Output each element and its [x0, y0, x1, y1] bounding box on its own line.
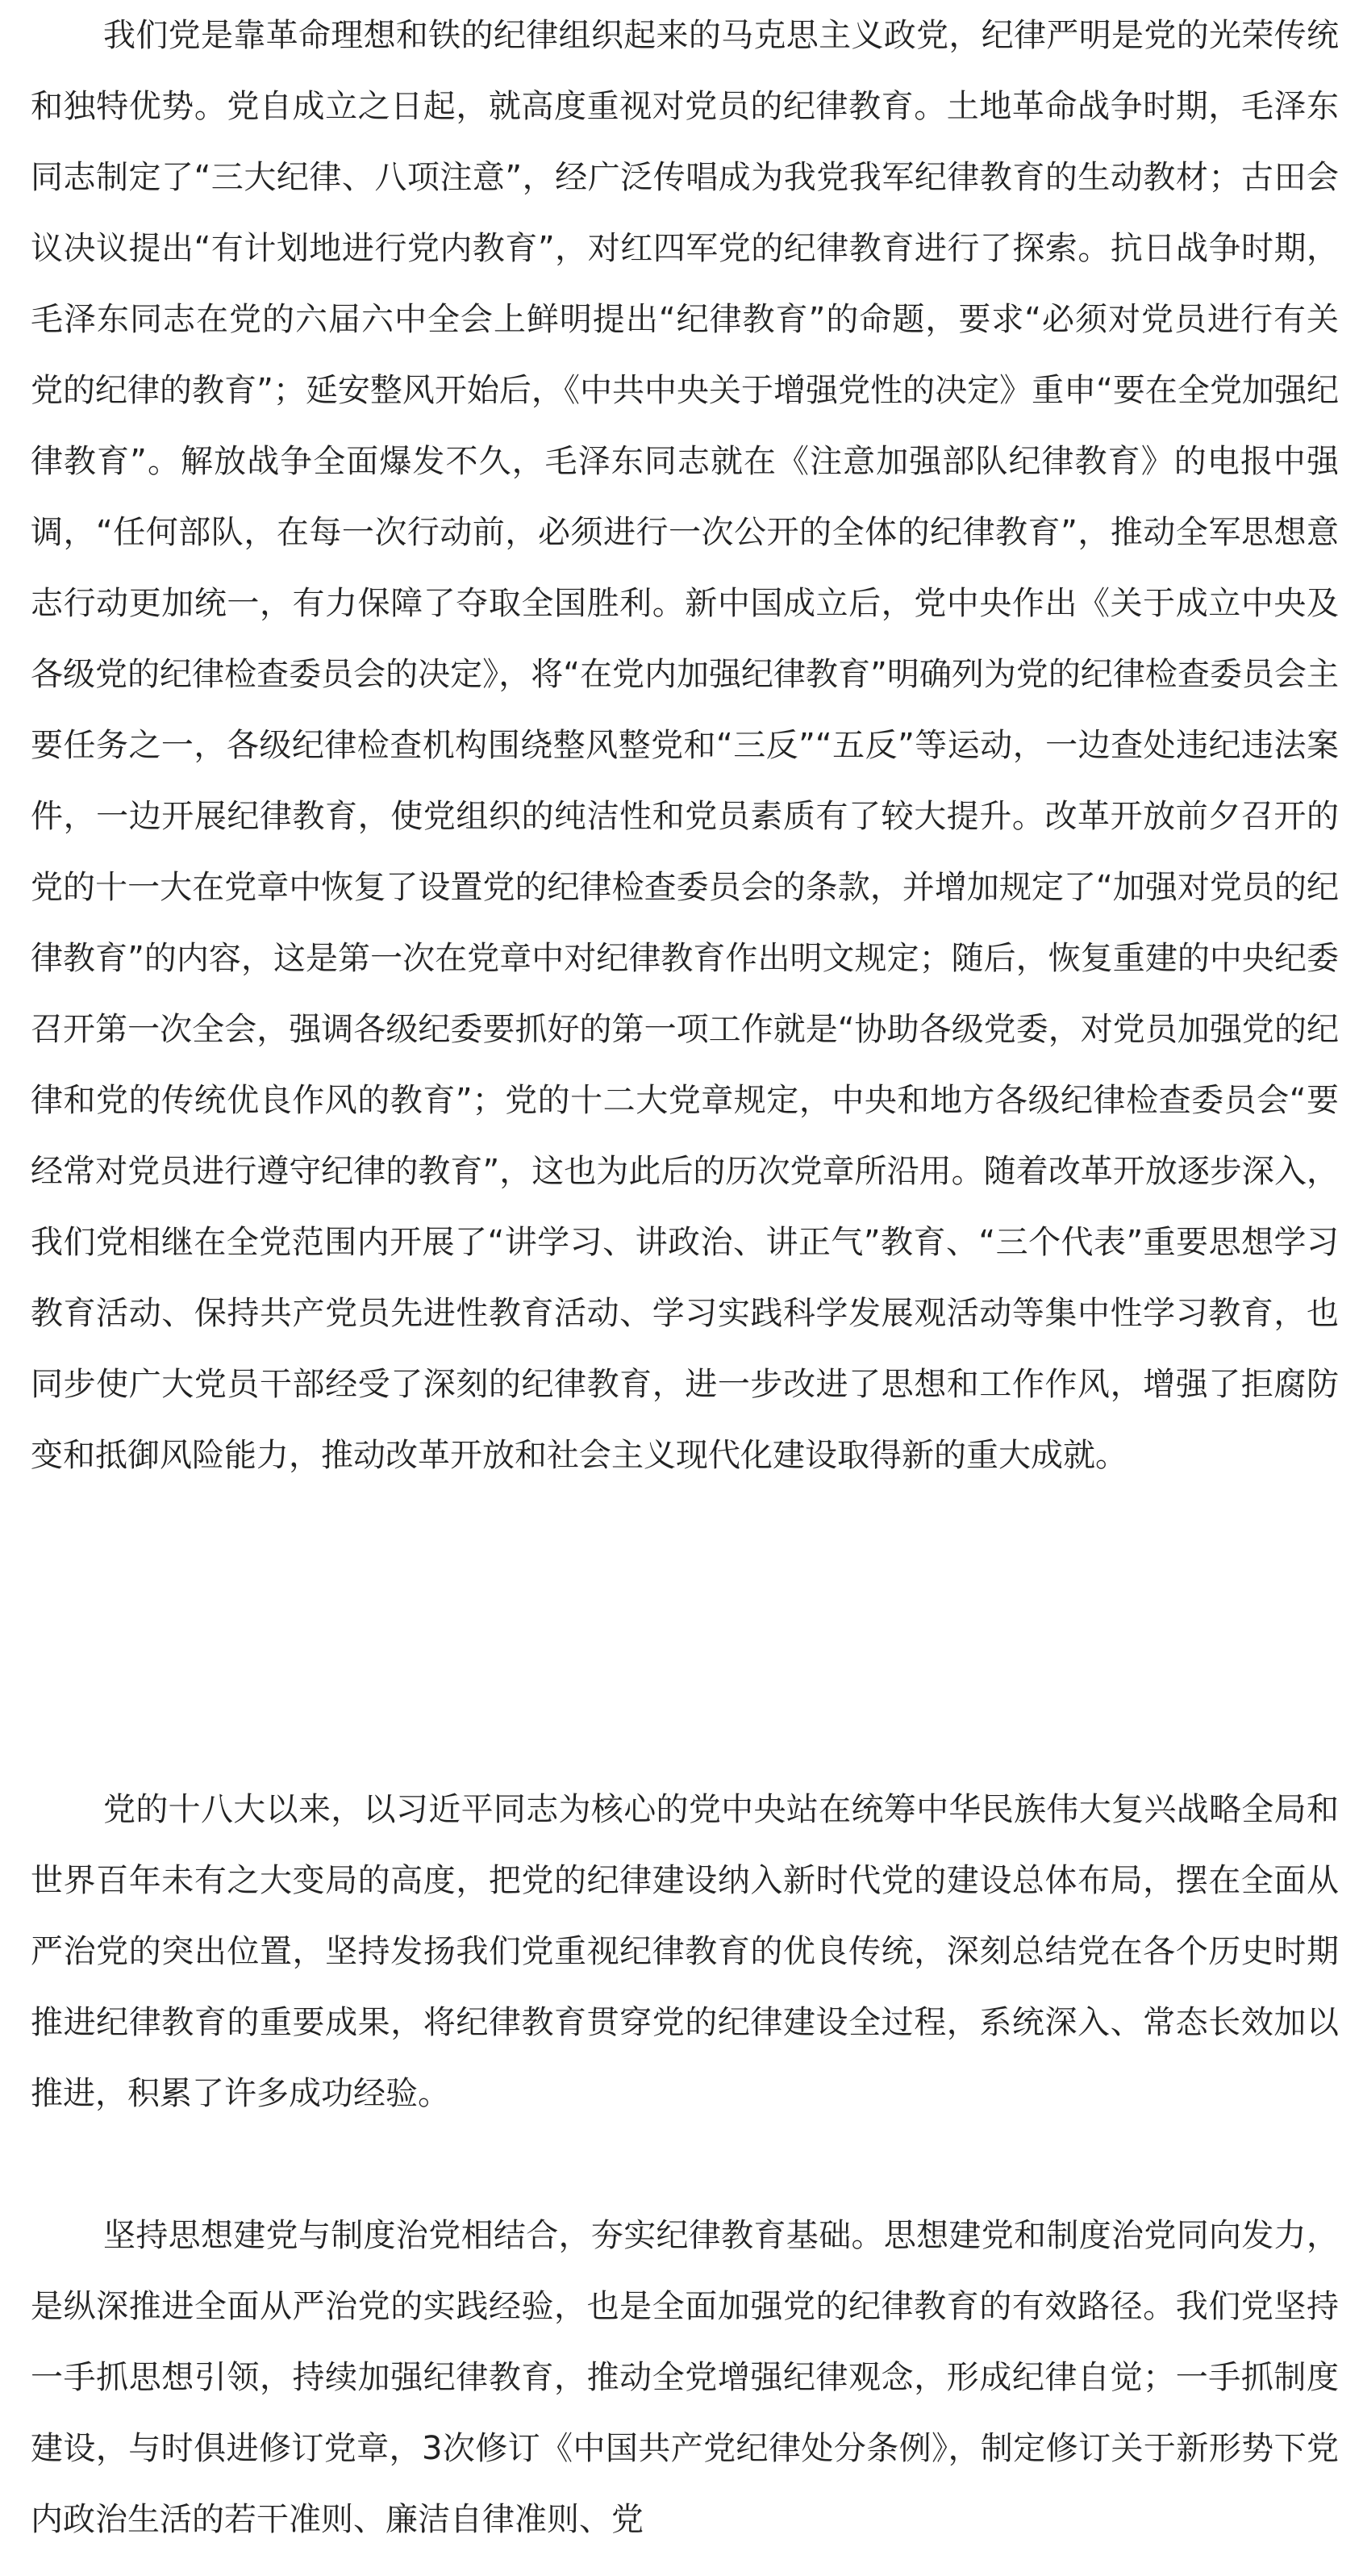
paragraph-ideology-and-institutions: 坚持思想建党与制度治党相结合，夯实纪律教育基础。思想建党和制度治党同向发力，是纵深推进全面从严治党的实践经验，也是全面加强党的纪律教育的有效路径。我们党坚持一手抓思想引领，持续加强纪律教育，推动全党增强纪律观念，形成纪律自觉；一手抓制度建设，与时俱进修订党章，3次修订《中国共产党纪律处分条例》，制定修订关于新形势下党内政治生活的若干准则、廉洁自律准则、党	[31, 2217, 1339, 2538]
paragraph-since-18th-congress: 党的十八大以来，以习近平同志为核心的党中央站在统筹中华民族伟大复兴战略全局和世界百年未有之大变局的高度，把党的纪律建设纳入新时代党的建设总体布局，摆在全面从严治党的突出位置，坚持发扬我们党重视纪律教育的优良传统，深刻总结党在各个历史时期推进纪律教育的重要成果，将纪律教育贯穿党的纪律建设全过程，系统深入、常态长效加以推进，积累了许多成功经验。	[31, 1791, 1339, 2112]
paragraph-history-of-discipline-education: 我们党是靠革命理想和铁的纪律组织起来的马克思主义政党，纪律严明是党的光荣传统和独特优势。党自成立之日起，就高度重视对党员的纪律教育。土地革命战争时期，毛泽东同志制定了“三大纪律、八项注意”，经广泛传唱成为我党我军纪律教育的生动教材；古田会议决议提出“有计划地进行党内教育”，对红四军党的纪律教育进行了探索。抗日战争时期，毛泽东同志在党的六届六中全会上鲜明提出“纪律教育”的命题，要求“必须对党员进行有关党的纪律的教育”；延安整风开始后，《中共中央关于增强党性的决定》重申“要在全党加强纪律教育”。解放战争全面爆发不久，毛泽东同志就在《注意加强部队纪律教育》的电报中强调，“任何部队，在每一次行动前，必须进行一次公开的全体的纪律教育”，推动全军思想意志行动更加统一，有力保障了夺取全国胜利。新中国成立后，党中央作出《关于成立中央及各级党的纪律检查委员会的决定》，将“在党内加强纪律教育”明确列为党的纪律检查委员会主要任务之一，各级纪律检查机构围绕整风整党和“三反”“五反”等运动，一边查处违纪违法案件，一边开展纪律教育，使党组织的纯洁性和党员素质有了较大提升。改革开放前夕召开的党的十一大在党章中恢复了设置党的纪律检查委员会的条款，并增加规定了“加强对党员的纪律教育”的内容，这是第一次在党章中对纪律教育作出明文规定；随后，恢复重建的中央纪委召开第一次全会，强调各级纪委要抓好的第一项工作就是“协助各级党委，对党员加强党的纪律和党的传统优良作风的教育”；党的十二大党章规定，中央和地方各级纪律检查委员会“要经常对党员进行遵守纪律的教育”，这也为此后的历次党章所沿用。随着改革开放逐步深入，我们党相继在全党范围内开展了“讲学习、讲政治、讲正气”教育、“三个代表”重要思想学习教育活动、保持共产党员先进性教育活动、学习实践科学发展观活动等集中性学习教育，也同步使广大党员干部经受了深刻的纪律教育，进一步改进了思想和工作作风，增强了拒腐防变和抵御风险能力，推动改革开放和社会主义现代化建设取得新的重大成就。	[31, 17, 1339, 1474]
